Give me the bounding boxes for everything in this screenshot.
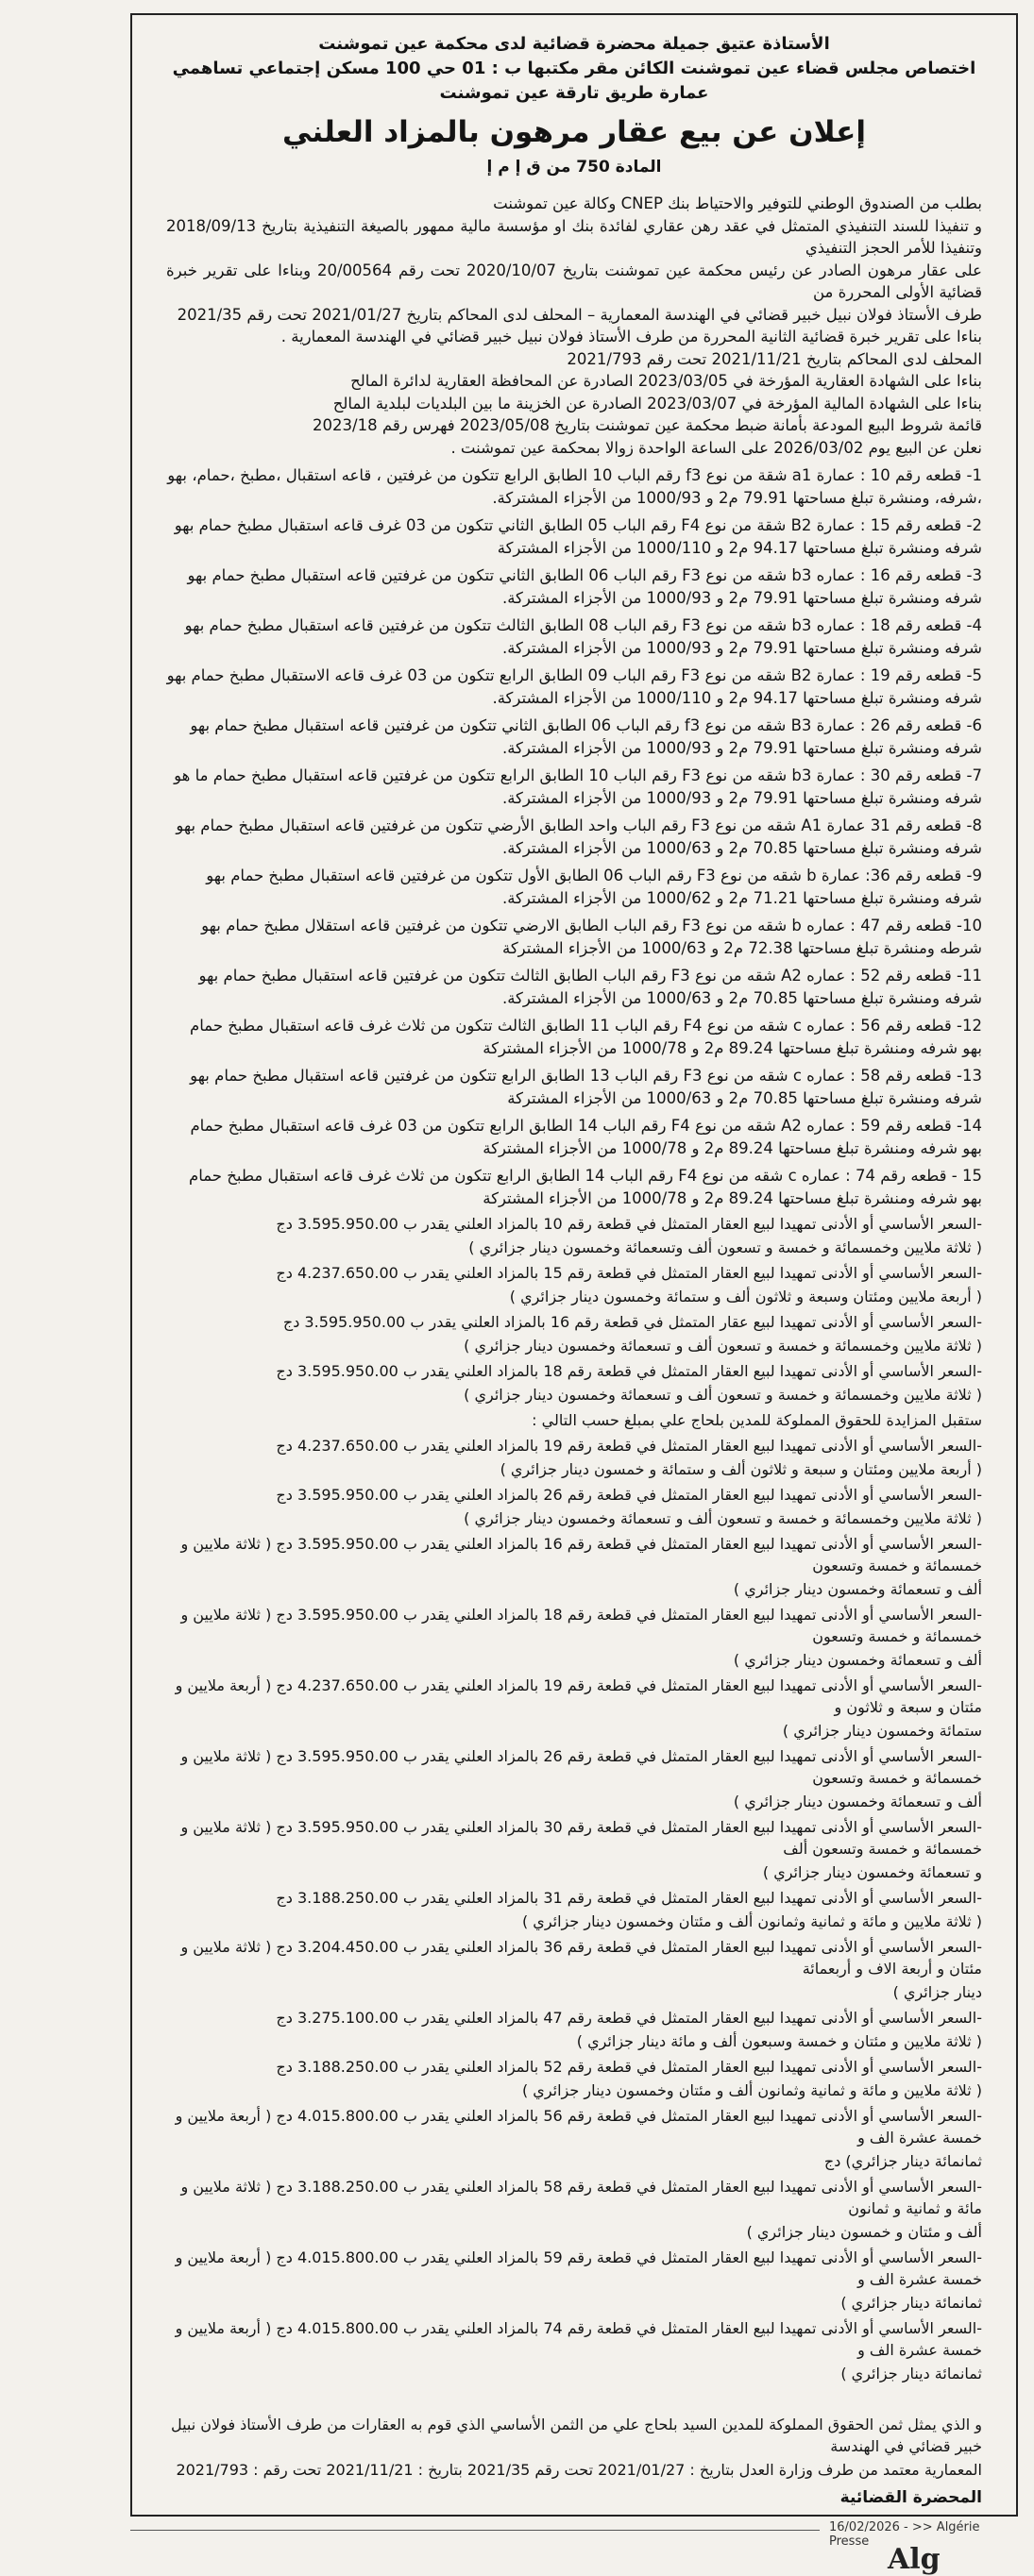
price-line: -السعر الأساسي أو الأدنى تمهيدا لبيع العقار المتمثل في قطعة رقم 30 بالمزاد العلني يقدر ب 3.595.950.00 دج ( ثلاثة ملايين و خمسمائة و خمسة وتسعون ألف [180,1818,982,1858]
cut-masthead: Alg [888,2543,941,2576]
price-entry [166,2247,982,2314]
price-line: -السعر الأساسي أو الأدنى تمهيدا لبيع العقار المتمثل في قطعة رقم 47 بالمزاد العلني يقدر ب 3.275.100.00 دج [276,2009,982,2027]
price-entry [166,2176,982,2243]
intro-line: قائمة شروط البيع المودعة بأمانة ضبط محكمة عين تموشنت بتاريخ 2023/05/08 فهرس رقم 2023/18 [313,416,982,434]
price-words: ألف و تسعمائة وخمسون دينار جزائري ) [733,1793,982,1810]
lot-item: 11- قطعه رقم 52 : عماره A2 شقه من نوع F3 رقم الباب الطابق الثالث تتكون من غرفتين قاعه استقبال مطبخ حمام بهو شرفه ومنشرة تبلغ مساحتها 70.85 م2 و 1000/63 من الأجزاء المشتركة. [198,967,982,1007]
price-line: -السعر الأساسي أو الأدنى تمهيدا لبيع العقار المتمثل في قطعة رقم 74 بالمزاد العلني يقدر ب 4.015.800.00 دج ( أربعة ملايين و خمسة عشرة الف و [175,2319,982,2359]
price-words: ( أربعة ملايين ومئتان وسبعة و ثلاثون ألف و ستمائة وخمسون دينار جزائري ) [509,1288,982,1305]
lot-item: 2- قطعه رقم 15 : عمارة B2 شقة من نوع F4 رقم الباب 05 الطابق الثاني تتكون من 03 غرف قاعه استقبال مطبخ حمام بهو شرفه ومنشرة تبلغ مساحتها 94.17 م2 و 1000/110 من الأجزاء المشتركة [174,516,982,557]
price-line: -السعر الأساسي أو الأدنى تمهيدا لبيع العقار المتمثل في قطعة رقم 31 بالمزاد العلني يقدر ب 3.188.250.00 دج [276,1889,982,1907]
price-line: -السعر الأساسي أو الأدنى تمهيدا لبيع العقار المتمثل في قطعة رقم 36 بالمزاد العلني يقدر ب 3.204.450.00 دج ( ثلاثة ملايين و مئتان و أربعة الاف و أربعمائة [180,1938,982,1978]
price-entry [166,1533,982,1600]
price-entry [166,2317,982,2384]
price-entry [166,1745,982,1812]
price-line: -السعر الأساسي أو الأدنى تمهيدا لبيع العقار المتمثل في قطعة رقم 58 بالمزاد العلني يقدر ب 3.188.250.00 دج ( ثلاثة ملايين و مائة و ثمانية و ثمانون [180,2178,982,2217]
footer-rule [130,2530,820,2531]
price-line: -السعر الأساسي أو الأدنى تمهيدا لبيع العقار المتمثل في قطعة رقم 18 بالمزاد العلني يقدر ب 3.595.950.00 دج [276,1362,982,1380]
price-line: -السعر الأساسي أو الأدنى تمهيدا لبيع العقار المتمثل في قطعة رقم 59 بالمزاد العلني يقدر ب 4.015.800.00 دج ( أربعة ملايين و خمسة عشرة الف و [175,2248,982,2288]
closing-block [166,2410,982,2507]
price-entry [166,1435,982,1480]
price-entry [166,1360,982,1406]
price-words: ( ثلاثة ملايين و مئتان و خمسة وسبعون ألف و مائة دينار جزائري ) [576,2032,982,2050]
lot-item: 6- قطعه رقم 26 : عمارة B3 شقه من نوع f3 رقم الباب 06 الطابق الثاني تتكون من غرفتين قاعه استقبال مطبخ حمام بهو شرفه ومنشرة تبلغ مساحتها 79.91 م2 و 1000/93 من الأجزاء المشتركة. [190,716,982,757]
intro-line: على عقار مرهون الصادر عن رئيس محكمة عين تموشنت بتاريخ 2020/10/07 تحت رقم 20/00564 وبناءا على تقرير خبرة قضائية الأولى المحررة من [166,261,982,301]
lot-item: 8- قطعه رقم 31 عمارة A1 شقه من نوع F3 رقم الباب واحد الطابق الأرضي تتكون من غرفتين قاعه استقبال مطبخ حمام بهو شرفه ومنشرة تبلغ مساحتها 70.85 م2 و 1000/63 من الأجزاء المشتركة. [176,817,982,857]
price-entry [166,1816,982,1883]
intro-line: المحلف لدى المحاكم بتاريخ 2021/11/21 تحت رقم 2021/793 [567,349,982,368]
price-words: ( ثلاثة ملايين وخمسمائة و خمسة و تسعون ألف و تسعمائة وخمسون دينار جزائري ) [464,1337,982,1355]
price-line: -السعر الأساسي أو الأدنى تمهيدا لبيع العقار المتمثل في قطعة رقم 52 بالمزاد العلني يقدر ب 3.188.250.00 دج [276,2058,982,2076]
price-entry [166,1311,982,1356]
price-entry [166,1604,982,1671]
price-words: دينار جزائري ) [892,1983,982,2001]
price-words: ( ثلاثة ملايين وخمسمائة و خمسة و تسعون ألف و تسعمائة وخمسون دينار جزائري ) [464,1509,982,1527]
price-line: -السعر الأساسي أو الأدنى تمهيدا لبيع العقار المتمثل في قطعة رقم 15 بالمزاد العلني يقدر ب 4.237.650.00 دج [276,1264,982,1282]
intro-block [166,193,982,459]
price-words: و تسعمائة وخمسون دينار جزائري ) [762,1863,982,1881]
lot-item: 12- قطعه رقم 56 : عماره c شقه من نوع F4 رقم الباب 11 الطابق الثالث تتكون من ثلاث غرف قاعه استقبال مطبخ حمام بهو شرفه ومنشرة تبلغ مساحتها 89.24 م2 و 1000/78 من الأجزاء المشتركة [190,1017,982,1057]
lot-item: 15 - قطعه رقم 74 : عماره c شقه من نوع F4 رقم الباب 14 الطابق الرابع تتكون من ثلاث غرف قاعه استقبال مطبخ حمام بهو شرفه ومنشرة تبلغ مساحتها 89.24 م2 و 1000/78 من الأجزاء المشتركة [188,1167,982,1207]
lot-item: 10- قطعه رقم 47 : عماره b شقه من نوع F3 رقم الباب الطابق الارضي تتكون من غرفتين قاعه استقلال مطبخ حمام بهو شرطه ومنشرة تبلغ مساحتها 72.38 م2 و 1000/63 من الأجزاء المشتركة [201,917,982,957]
price-line: -السعر الأساسي أو الأدنى تمهيدا لبيع العقار المتمثل في قطعة رقم 16 بالمزاد العلني يقدر ب 3.595.950.00 دج ( ثلاثة ملايين و خمسمائة و خمسة وتسعون [180,1535,982,1574]
legal-article: المادة 750 من ق إ م إ [486,158,662,177]
price-words: ستمائة وخمسون دينار جزائري ) [782,1722,982,1740]
lot-item: 7- قطعه رقم 30 : عمارة b3 شقه من نوع F3 رقم الباب 10 الطابق الرابع تتكون من غرفتين قاعه استقبال مطبخ حمام ما هو شرفه ومنشرة تبلغ مساحتها 79.91 م2 و 1000/93 من الأجزاء المشتركة. [174,766,982,807]
publication-source: 16/02/2026 - >> Algérie Presse [829,2520,980,2549]
price-entry [166,1887,982,1932]
price-line: -السعر الأساسي أو الأدنى تمهيدا لبيع العقار المتمثل في قطعة رقم 26 بالمزاد العلني يقدر ب 3.595.950.00 دج ( ثلاثة ملايين و خمسمائة و خمسة وتسعون [180,1747,982,1787]
closing-line: المعمارية معتمد من طرف وزارة العدل بتاريخ : 2021/01/27 تحت رقم 2021/35 بتاريخ : 2021/11/21 تحت رقم : 2021/793 [176,2461,982,2479]
signature: المحضرة القضائية [839,2488,982,2507]
price-entry [166,1262,982,1307]
price-words: ثمانمائة دينار جزائري) دج [823,2152,982,2170]
price-words: ( ثلاثة ملايين وخمسمائة و خمسة و تسعون ألف و تسعمائة وخمسون دينار جزائري ) [464,1386,982,1404]
price-words: ثمانمائة دينار جزائري ) [840,2294,982,2312]
closing-line: و الذي يمثل ثمن الحقوق المملوكة للمدين السيد بلحاج علي من الثمن الأساسي الذي قوم به العقارات من طرف الأستاذ فولان نبيل خبير قضائي في الهندسة [170,2416,982,2455]
price-words: ( أربعة ملايين ومئتان و سبعة و ثلاثون ألف و ستمائة و خمسون دينار جزائري ) [500,1460,982,1478]
intro-line: بناءا على الشهادة المالية المؤرخة في 2023/03/07 الصادرة عن الخزينة ما بين البلديات لبلدية المالح [332,394,982,412]
price-entry [166,1675,982,1742]
intro-line: و تنفيذا للسند التنفيذي المتمثل في عقد رهن عقاري لفائدة بنك او مؤسسة مالية ممهور بالصيغة التنفيذية بتاريخ 2018/09/13 وتنفيذا للأمر الحجز التنفيذي [166,216,982,257]
notice-frame [130,13,1018,2517]
lot-item: 1- قطعه رقم 10 : عمارة a1 شقة من نوع f3 رقم الباب 10 الطابق الرابع تتكون من غرفتين ، قاعه استقبال ،مطبخ ،حمام، بهو ،شرفه، ومنشرة تبلغ مساحتها 79.91 م2 و 1000/93 من الأجزاء المشتركة. [167,466,982,507]
intro-line: بناءا على الشهادة العقارية المؤرخة في 2023/03/05 الصادرة عن المحافظة العقارية لدائرة المالح [350,372,982,390]
intro-line: نعلن عن البيع يوم 2026/03/02 على الساعة الواحدة زوالا بمحكمة عين تموشنت . [450,438,982,457]
intro-line: طرف الأستاذ فولان نبيل خبير قضائي في الهندسة المعمارية – المحلف لدى المحاكم بتاريخ 2021/01/27 تحت رقم 2021/35 [177,305,982,324]
price-words: ( ثلاثة ملايين و مائة و ثمانية وثمانون ألف و مئتان وخمسون دينار جزائري ) [521,2081,982,2099]
price-entry [166,2007,982,2052]
price-words: ( ثلاثة ملايين وخمسمائة و خمسة و تسعون ألف وتسعمائة وخمسون دينار جزائري ) [468,1238,982,1256]
price-line: -السعر الأساسي أو الأدنى تمهيدا لبيع العقار المتمثل في قطعة رقم 10 بالمزاد العلني يقدر ب 3.595.950.00 دج [276,1215,982,1233]
price-line: -السعر الأساسي أو الأدنى تمهيدا لبيع العقار المتمثل في قطعة رقم 56 بالمزاد العلني يقدر ب 4.015.800.00 دج ( أربعة ملايين و خمسة عشرة الف و [175,2107,982,2147]
price-words: ( ثلاثة ملايين و مائة و ثمانية وثمانون ألف و مئتان وخمسون دينار جزائري ) [521,1912,982,1930]
lot-item: 5- قطعه رقم 19 : عمارة B2 شقه من نوع F3 رقم الباب 09 الطابق الرابع تتكون من 03 غرف قاعه الاستقبال مطبخ حمام بهو شرفه ومنشرة تبلغ مساحتها 94.17 م2 و 1000/110 من الأجزاء المشتركة. [166,666,982,707]
intro-line: بطلب من الصندوق الوطني للتوفير والاحتياط بنك CNEP وكالة عين تموشنت [493,194,982,212]
price-entry [166,2056,982,2101]
intro-line: بناءا على تقرير خبرة قضائية الثانية المحررة من طرف الأستاذ فولان نبيل خبير قضائي في الهندسة المعمارية . [280,328,982,345]
bailiff-name: الأستاذة عتيق جميلة محضرة قضائية لدى محكمة عين تموشنت [318,34,830,54]
price-entry [166,1484,982,1529]
price-entry [166,1936,982,2003]
price-line: -السعر الأساسي أو الأدنى تمهيدا لبيع العقار المتمثل في قطعة رقم 18 بالمزاد العلني يقدر ب 3.595.950.00 دج ( ثلاثة ملايين و خمسمائة و خمسة وتسعون [180,1606,982,1645]
lot-item: 14- قطعه رقم 59 : عماره A2 شقه من نوع F4 رقم الباب 14 الطابق الرابع تتكون من 03 غرف قاعه استقبال مطبخ حمام بهو شرفه ومنشرة تبلغ مساحتها 89.24 م2 و 1000/78 من الأجزاء المشتركة [190,1117,982,1157]
price-line: -السعر الأساسي أو الأدنى تمهيدا لبيع عقار المتمثل في قطعة رقم 16 بالمزاد العلني يقدر ب 3.595.950.00 دج [282,1313,982,1331]
price-words: ثمانمائة دينار جزائري ) [840,2365,982,2382]
notice-title: إعلان عن بيع عقار مرهون بالمزاد العلني [282,115,866,149]
lot-item: 9- قطعه رقم 36: عمارة b شقه من نوع F3 رقم الباب 06 الطابق الأول تتكون من غرفتين قاعه استقبال مطبخ حمام بهو شرفه ومنشرة تبلغ مساحتها 71.21 م2 و 1000/62 من الأجزاء المشتركة. [206,867,982,907]
price-entry [166,2105,982,2172]
debtor-note: ستقبل المزايدة للحقوق المملوكة للمدين بلحاج علي بمبلغ حسب التالي : [532,1411,982,1429]
price-words: ألف و مئتان و خمسون دينار جزائري ) [746,2223,982,2241]
page-footer [130,2518,1018,2549]
bailiff-address: اختصاص مجلس قضاء عين تموشنت الكائن مقر مكتبها ب : 01 حي 100 مسكن إجتماعي تساهمي عمارة طريق تارقة عين تموشنت [172,59,976,103]
price-line: -السعر الأساسي أو الأدنى تمهيدا لبيع العقار المتمثل في قطعة رقم 26 بالمزاد العلني يقدر ب 3.595.950.00 دج [276,1486,982,1504]
prices-list-2 [166,1435,982,2384]
price-entry [166,1213,982,1258]
lot-item: 4- قطعه رقم 18 : عماره b3 شقه من نوع F3 رقم الباب 08 الطابق الثالث تتكون من غرفتين قاعه استقبال مطبخ حمام بهو شرفه ومنشرة تبلغ مساحتها 79.91 م2 و 1000/93 من الأجزاء المشتركة. [184,616,982,657]
price-line: -السعر الأساسي أو الأدنى تمهيدا لبيع العقار المتمثل في قطعة رقم 19 بالمزاد العلني يقدر ب 4.237.650.00 دج [276,1437,982,1455]
price-words: ألف و تسعمائة وخمسون دينار جزائري ) [733,1580,982,1598]
prices-list-1 [166,1213,982,1406]
lots-list [166,464,982,1209]
price-words: ألف و تسعمائة وخمسون دينار جزائري ) [733,1651,982,1669]
lot-item: 13- قطعه رقم 58 : عماره c شقه من نوع F3 رقم الباب 13 الطابق الرابع تتكون من غرفتين قاعه استقبال مطبخ حمام بهو شرفه ومنشرة تبلغ مساحتها 70.85 م2 و 1000/63 من الأجزاء المشتركة [190,1067,982,1107]
price-line: -السعر الأساسي أو الأدنى تمهيدا لبيع العقار المتمثل في قطعة رقم 19 بالمزاد العلني يقدر ب 4.237.650.00 دج ( أربعة ملايين و مئتان و سبعة و ثلاثون و [175,1676,982,1716]
lot-item: 3- قطعه رقم 16 : عماره b3 شقه من نوع F3 رقم الباب 06 الطابق الثاني تتكون من غرفتين قاعه استقبال مطبخ حمام بهو شرفه ومنشرة تبلغ مساحتها 79.91 م2 و 1000/93 من الأجزاء المشتركة. [187,566,982,607]
